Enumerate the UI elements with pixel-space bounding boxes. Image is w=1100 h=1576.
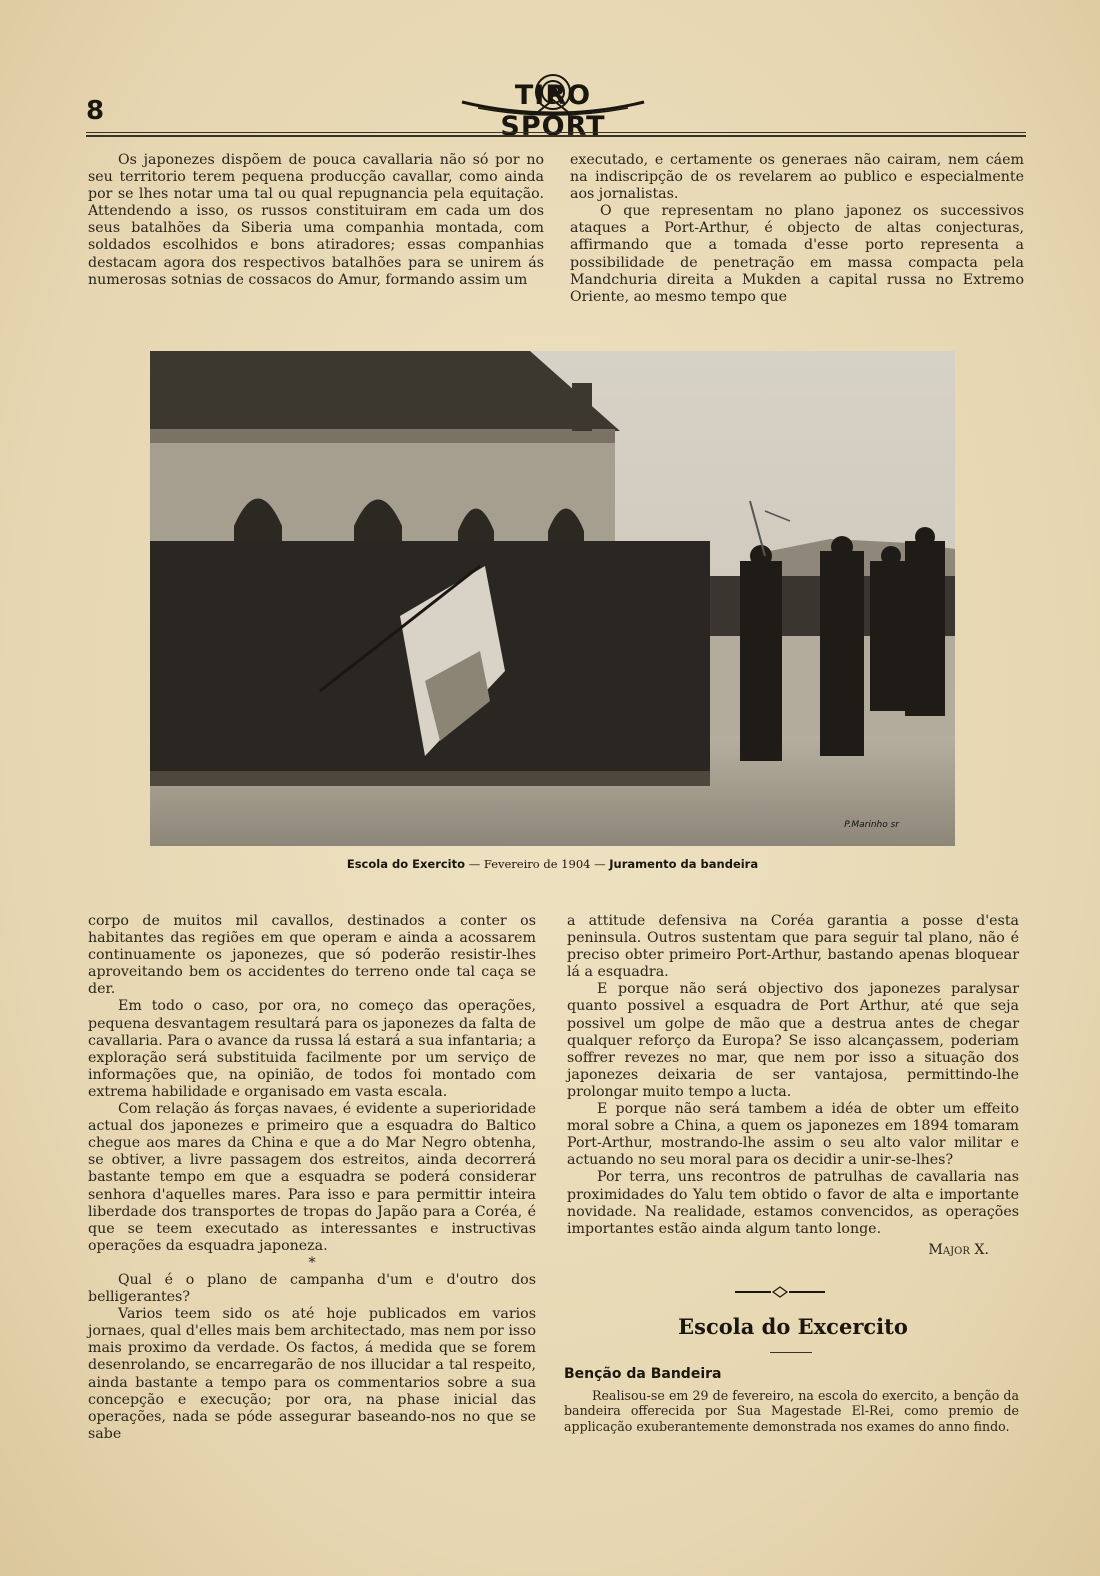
- section-body: [564, 1388, 1019, 1434]
- paragraph: Os japonezes dispõem de pouca cavallaria não só por no seu territorio terem pequena producção cavallar, como ainda por se lhes notar uma tal ou qual repugnancia pela equitação. Attendendo a isso, os russos constituiram em cada um dos seus batalhões da Siberia uma companhia montada, com soldados escolhidos e bons atiradores; essas companhias destacam agora dos respectivos batalhões para se unirem ás numerosas sotnias de cossacos do Amur, formando assim um: [88, 152, 544, 288]
- caption-subtitle: Juramento da bandeira: [609, 857, 759, 871]
- paragraph: O que representam no plano japonez os successivos ataques a Port-Arthur, é objecto de altas conjecturas, affirmando que a tomada d'esse porto representa a possibilidade de penetração em massa compacta pela Mandchuria direita a Mukden a capital russa no Extremo Oriente, ao mesmo tempo que: [570, 203, 1024, 305]
- paragraph: corpo de muitos mil cavallos, destinados a conter os habitantes das regiões em que operam e ainda a acossarem continuamente os japonezes, que só poderão resistir-lhes aproveitando bem os accidentes do terreno onde tal caça se der.: [88, 913, 536, 998]
- photograph-flag-ceremony: [150, 351, 955, 846]
- paragraph: Com relação ás forças navaes, é evidente a superioridade actual dos japonezes e primeiro que a esquadra do Baltico chegue aos mares da China e que a do Mar Negro obtenha, se obtiver, a livre passagem dos estreitos, ainda decorrerá bastante tempo em que a esquadra se poderá considerar senhora d'aquelles mares. Para isso e para permittir inteira liberdade dos transportes de tropas do Japão para a Coréa, é que se teem executado as interessantes e instructivas operações da esquadra japoneza.: [88, 1101, 536, 1254]
- paragraph: E porque não será tambem a idéa de obter um effeito moral sobre a China, a quem os japonezes em 1894 tomaram Port-Arthur, mostrando-lhe assim o seu alto valor militar e actuando no seu moral para os decidir a unir-se-lhes?: [567, 1101, 1019, 1169]
- column-top-right: [570, 152, 1024, 306]
- header-rule: [86, 132, 1026, 133]
- section-title: Escola do Excercito: [678, 1314, 908, 1339]
- masthead-logo: [458, 72, 648, 142]
- paragraph: Realisou-se em 29 de fevereiro, na escola do exercito, a benção da bandeira offerecida por Sua Magestade El-Rei, como premio de applicação exuberantemente demonstrada nos exames do anno findo.: [564, 1388, 1019, 1434]
- masthead-title: TIRO SPORT: [500, 80, 606, 142]
- paragraph: Varios teem sido os até hoje publicados em varios jornaes, qual d'elles mais bem architectado, mas nem por isso mais proximo da verdade. Os factos, á medida que se forem desenrolando, se encarregarão de nos illucidar a tal respeito, ainda bastante a tempo para os commentarios sobre a sua concepção e execução; por ora, na phase inicial das operações, nada se póde assegurar baseando-nos no que se sabe: [88, 1306, 536, 1442]
- paragraph: Qual é o plano de campanha d'um e d'outro dos belligerantes?: [88, 1271, 536, 1306]
- caption-title: Escola do Exercito: [346, 857, 466, 871]
- column-top-left: [88, 152, 544, 289]
- page-number: 8: [86, 96, 105, 126]
- paragraph: a attitude defensiva na Coréa garantia a posse d'esta peninsula. Outros sustentam que para seguir tal plano, não é preciso obter primeiro Port-Arthur, bastando apenas bloquear lá a esquadra.: [567, 913, 1019, 981]
- column-bottom-right: [567, 913, 1019, 1259]
- author-signature: Major X.: [928, 1241, 989, 1258]
- caption-date: — Fevereiro de 1904 —: [468, 857, 606, 871]
- paragraph: Por terra, uns recontros de patrulhas de cavallaria nas proximidades do Yalu tem obtido o favor de alta e importante novidade. Na realidade, estamos convencidos, as operações importantes estão ainda algum tanto longe.: [567, 1169, 1019, 1237]
- header-rule-double: [86, 135, 1026, 137]
- paragraph: executado, e certamente os generaes não cairam, nem cáem na indiscripção de os revelarem ao publico e especialmente aos jornalistas.: [570, 152, 1024, 203]
- paragraph: Em todo o caso, por ora, no começo das operações, pequena desvantagem resultará para os japonezes da falta de cavallaria. Para o avance da russa lá estará a sua infantaria; a exploração será substituida facilmente por um serviço de informações que, na opinião, de todos foi montado com extrema habilidade e organisado em vasta escala.: [88, 998, 536, 1100]
- title-rule: [770, 1352, 812, 1353]
- photo-caption: [150, 857, 955, 871]
- section-subheading: Benção da Bandeira: [564, 1366, 722, 1382]
- photo-image: [150, 351, 955, 846]
- ornament-divider-icon: [735, 1286, 825, 1298]
- section-separator: *: [308, 1254, 316, 1271]
- photo-credit: P.Marinho sr: [844, 820, 899, 830]
- paragraph: E porque não será objectivo dos japonezes paralysar quanto possivel a esquadra de Port Arthur, até que seja possivel um golpe de mão que a destrua antes de chegar qualquer reforço da Europa? Se isso alcançassem, poderiam soffrer revezes no mar, que nem por isso a situação dos japonezes deixaria de ser vantajosa, permittindo-lhe prolongar muito tempo a lucta.: [567, 981, 1019, 1100]
- column-bottom-left: [88, 913, 536, 1443]
